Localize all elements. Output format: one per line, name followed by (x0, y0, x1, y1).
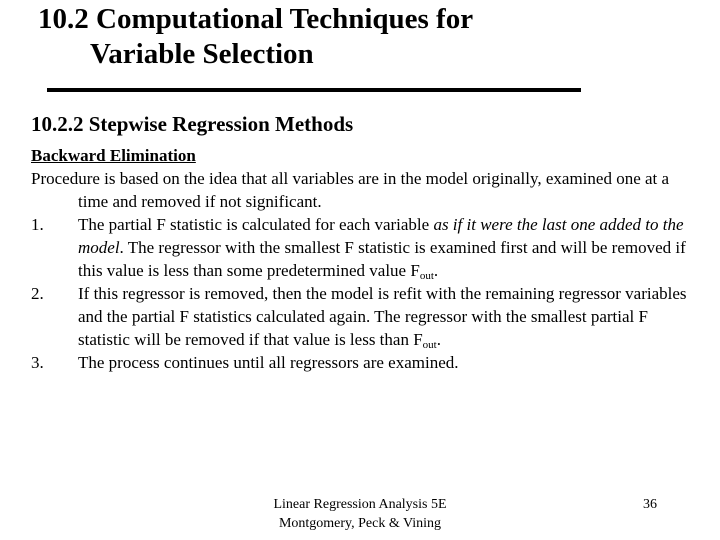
text-run: If this regressor is removed, then the model is refit with the remaining regressor variables and the partial F statistics calculated again. The regressor with the smallest partial F statistic will be removed if that value is less than F (78, 284, 687, 349)
title-line-1: 10.2 Computational Techniques for (38, 3, 474, 35)
list-item-3 (31, 351, 691, 374)
footer-citation (250, 495, 470, 533)
text-run: . (436, 330, 441, 349)
title-underline-rule (47, 88, 581, 92)
text-run: . The regressor with the smallest F statistic is examined first and will be removed if this value is less than some predetermined value F (78, 238, 686, 280)
slide-subtitle: 10.2.2 Stepwise Regression Methods (31, 112, 354, 136)
footer-line-1: Linear Regression Analysis 5E (273, 497, 447, 512)
text-run: The partial F statistic is calculated for each variable (78, 215, 434, 234)
slide-body (31, 144, 691, 374)
list-item-2 (31, 282, 691, 351)
page-number: 36 (643, 497, 657, 512)
list-item-1 (31, 213, 691, 282)
text-run: . (433, 261, 439, 280)
subscript: out (419, 270, 434, 282)
footer-line-2: Montgomery, Peck & Vining (278, 516, 442, 531)
slide-title (38, 2, 598, 72)
list-item-text (78, 282, 691, 351)
subscript: out (422, 339, 437, 351)
italic-text-run: as if it were the last one added to the model (78, 215, 684, 257)
list-item-number: 1. (31, 215, 44, 234)
title-line-2: Variable Selection (90, 38, 314, 70)
section-intro: Procedure is based on the idea that all variables are in the model originally, examined one at a time and removed if not significant. (31, 169, 670, 211)
list-item-text: The process continues until all regressors are examined. (78, 353, 459, 372)
list-item-text (78, 213, 691, 282)
list-item-number: 2. (31, 284, 44, 303)
list-item-number: 3. (31, 353, 44, 372)
section-heading: Backward Elimination (31, 146, 196, 165)
